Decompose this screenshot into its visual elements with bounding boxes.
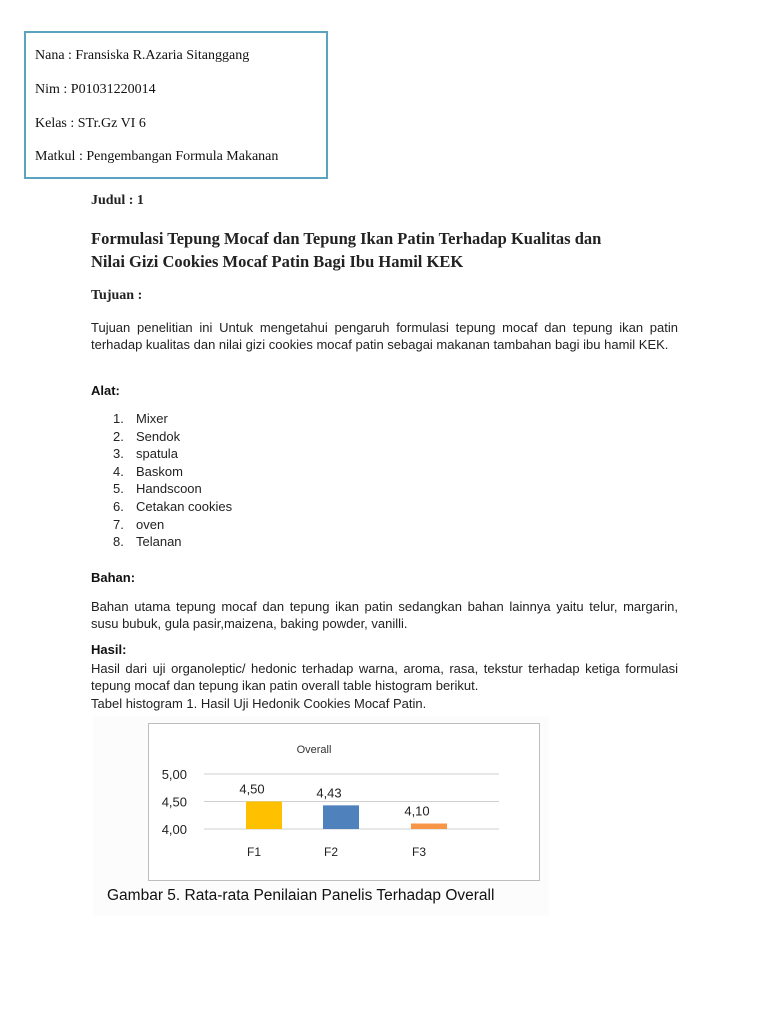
list-item-label: oven [136,516,165,532]
list-item-label: Baskom [136,463,183,479]
overall-bar-chart [149,724,539,880]
figure-caption: Gambar 5. Rata-rata Penilaian Panelis Terhadap Overall [107,887,495,904]
bar-value-label: 4,43 [316,785,342,801]
list-item-label: Sendok [136,428,181,444]
document-title-line-1: Formulasi Tepung Mocaf dan Tepung Ikan Patin Terhadap Kualitas dan [91,229,602,248]
chart-title: Overall [296,744,332,756]
list-item-label: Mixer [136,411,168,426]
bar-value-label: 4,50 [239,781,265,797]
bar-value-label: 4,10 [404,803,430,819]
course-name: Matkul : Pengembangan Formula Makanan [35,149,279,164]
document-title-line-2: Nilai Gizi Cookies Mocaf Patin Bagi Ibu Hamil KEK [91,252,464,271]
list-item-number: 8. [113,534,124,550]
bahan-heading: Bahan: [91,570,136,585]
student-class: Kelas : STr.Gz VI 6 [35,116,146,131]
x-tick-label: F3 [411,845,427,859]
chart-frame [148,723,540,881]
student-name: Nana : Fransiska R.Azaria Sitanggang [35,48,250,63]
list-item-number: 4. [113,463,124,479]
student-nim: Nim : P01031220014 [35,82,156,97]
hasil-paragraph: Hasil dari uji organoleptic/ hedonic terhadap warna, aroma, rasa, tekstur terhadap ketiga formulasi tepung mocaf dan tepung ikan patin overall table histogram berikut. [91,661,678,694]
x-tick-label: F1 [246,845,262,859]
table-caption: Tabel histogram 1. Hasil Uji Hedonik Cookies Mocaf Patin. [91,696,427,711]
document-title [91,227,691,273]
tujuan-paragraph: Tujuan penelitian ini Untuk mengetahui pengaruh formulasi tepung mocaf dan tepung ikan patin terhadap kualitas dan nilai gizi cookies mocaf patin sebagai makanan tambahan bagi ibu hamil KEK. [91,320,678,353]
x-tick-label: F2 [323,845,339,859]
list-item-number: 5. [113,481,124,497]
list-item-label: Cetakan cookies [136,498,233,514]
tujuan-heading: Tujuan : [91,288,143,303]
chart-figure [93,716,549,916]
list-item-number: 6. [113,498,124,514]
list-item-number: 2. [113,428,124,444]
bahan-paragraph: Bahan utama tepung mocaf dan tepung ikan patin sedangkan bahan lainnya yaitu telur, margarin, susu bubuk, gula pasir,maizena, baking powder, vanilli. [91,599,678,632]
y-tick-label: 4,50 [161,794,187,810]
list-item-label: spatula [136,446,178,462]
list-item-label: Telanan [136,534,182,550]
list-item-number: 3. [113,446,124,462]
list-item-label: Handscoon [136,481,202,497]
bar-f3 [411,824,447,830]
judul-label: Judul : 1 [91,193,144,208]
bar-f2 [323,805,359,829]
alat-heading: Alat: [91,383,120,398]
bar-f1 [246,802,282,830]
y-tick-label: 5,00 [161,767,187,782]
list-item-number: 1. [113,411,124,426]
hasil-heading: Hasil: [91,642,127,657]
student-identity-box [24,31,328,179]
list-item-number: 7. [113,516,124,532]
y-tick-label: 4,00 [161,822,187,837]
